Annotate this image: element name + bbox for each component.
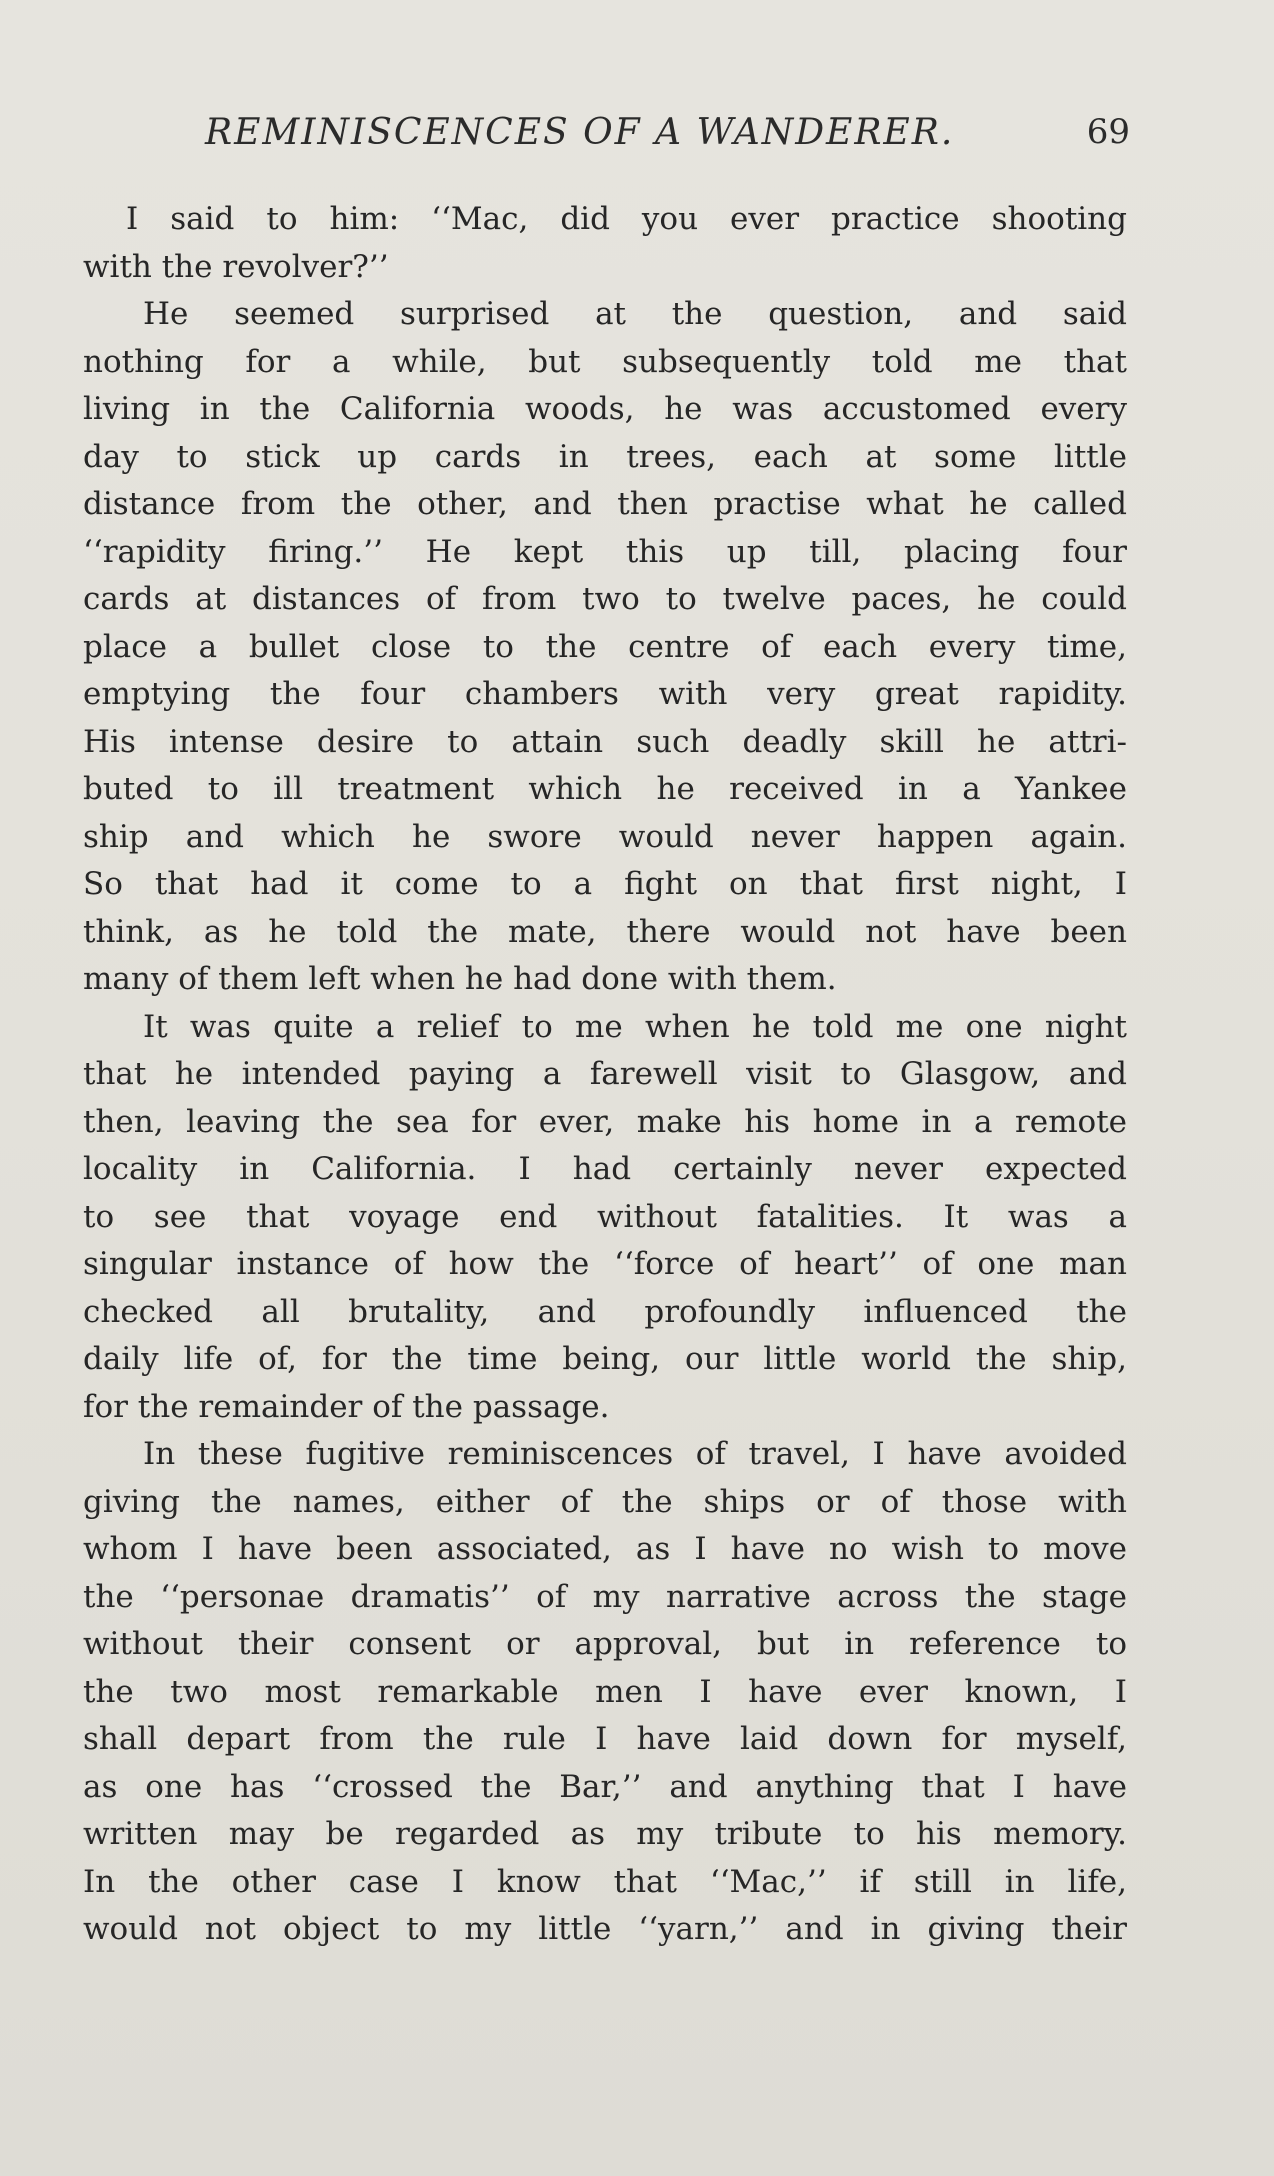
paragraph	[83, 291, 1127, 1004]
text-line: locality in California. I had certainly never expected	[83, 1151, 1127, 1187]
text-line: cards at distances of from two to twelve paces, he could	[83, 581, 1127, 617]
page-number: 69	[1086, 112, 1130, 152]
page-header	[80, 108, 1130, 168]
text-line: distance from the other, and then practise what he called	[83, 486, 1127, 522]
text-line: place a bullet close to the centre of each every time,	[83, 628, 1127, 665]
body-text	[83, 196, 1127, 1954]
text-line: the ‘‘personae dramatis’’ of my narrative across the stage	[83, 1578, 1127, 1615]
text-line: written may be regarded as my tribute to his memory.	[83, 1816, 1127, 1852]
text-line: shall depart from the rule I have laid down for myself,	[83, 1721, 1127, 1757]
text-line: then, leaving the sea for ever, make his home in a remote	[83, 1103, 1127, 1140]
text-line: many of them left when he had done with them.	[83, 961, 837, 997]
text-line: emptying the four chambers with very great rapidity.	[83, 676, 1127, 712]
text-line: to see that voyage end without fatalities. It was a	[83, 1198, 1127, 1235]
text-line: think, as he told the mate, there would not have been	[83, 913, 1127, 950]
text-line: In the other case I know that ‘‘Mac,’’ if still in life,	[83, 1863, 1127, 1900]
text-line: ‘‘rapidity firing.’’ He kept this up till, placing four	[83, 533, 1127, 570]
paragraph	[83, 196, 1127, 291]
text-line: ship and which he swore would never happen again.	[83, 818, 1127, 855]
text-line: I said to him: ‘‘Mac, did you ever practice shooting	[126, 201, 1127, 237]
text-line: In these fugitive reminiscences of travel, I have avoided	[143, 1436, 1127, 1472]
text-line: checked all brutality, and profoundly influenced the	[83, 1293, 1127, 1330]
text-line: whom I have been associated, as I have no wish to move	[83, 1531, 1127, 1567]
paragraph	[83, 1431, 1127, 1954]
text-line: would not object to my little ‘‘yarn,’’ and in giving their	[83, 1911, 1127, 1947]
text-line: the two most remarkable men I have ever known, I	[83, 1673, 1127, 1710]
text-line: living in the California woods, he was accustomed every	[83, 391, 1127, 427]
text-line: singular instance of how the ‘‘force of heart’’ of one man	[83, 1246, 1127, 1282]
text-line: daily life of, for the time being, our little world the ship,	[83, 1341, 1127, 1377]
text-line: His intense desire to attain such deadly skill he attri-	[83, 723, 1127, 760]
text-line: as one has ‘‘crossed the Bar,’’ and anything that I have	[83, 1768, 1127, 1805]
text-line: for the remainder of the passage.	[83, 1388, 610, 1425]
text-line: So that had it come to a fight on that first night, I	[83, 866, 1127, 902]
text-line: buted to ill treatment which he received in a Yankee	[83, 771, 1127, 807]
text-line: day to stick up cards in trees, each at some little	[83, 438, 1127, 475]
text-line: that he intended paying a farewell visit to Glasgow, and	[83, 1056, 1127, 1092]
paragraph	[83, 1004, 1127, 1432]
text-line: It was quite a relief to me when he told me one night	[143, 1008, 1127, 1045]
running-title: REMINISCENCES OF A WANDERER.	[205, 112, 955, 153]
text-line: without their consent or approval, but in reference to	[83, 1626, 1127, 1662]
text-line: nothing for a while, but subsequently told me that	[83, 343, 1127, 380]
text-line: with the revolver?’’	[83, 248, 389, 285]
text-line: He seemed surprised at the question, and said	[143, 296, 1127, 332]
text-line: giving the names, either of the ships or of those with	[83, 1483, 1127, 1520]
